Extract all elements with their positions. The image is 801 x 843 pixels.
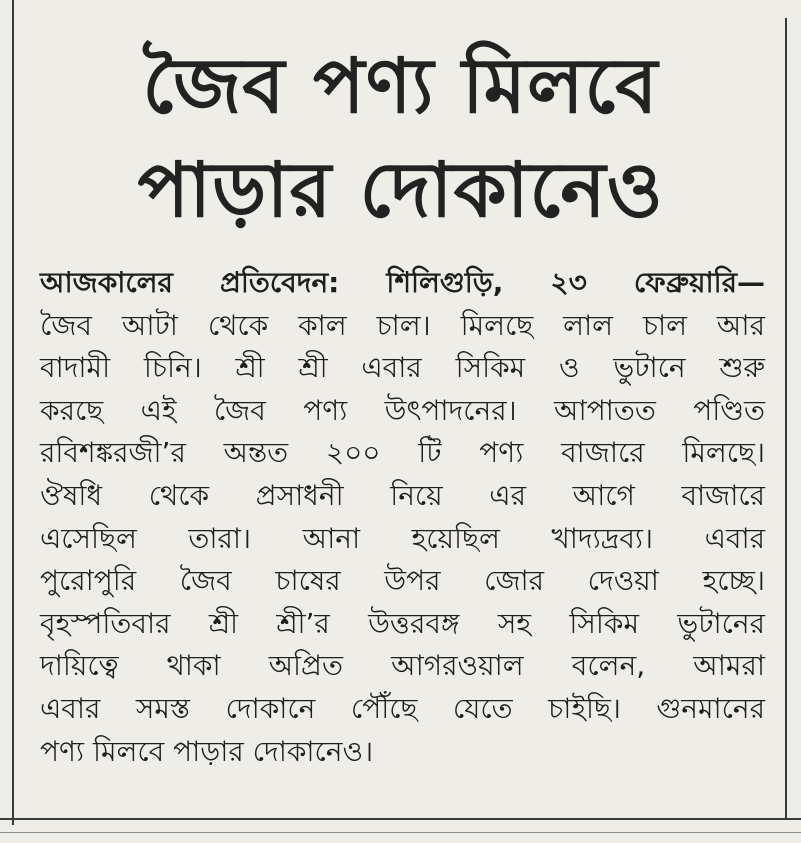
bottom-rule bbox=[0, 818, 801, 820]
body-line: জৈব আটা থেকে কাল চাল। মিলছে লাল চাল আর bbox=[40, 308, 765, 342]
bottom-rule-secondary bbox=[0, 832, 801, 833]
headline-line-1: জৈব পণ্য মিলবে bbox=[142, 41, 659, 130]
body-line: করছে এই জৈব পণ্য উৎপাদনের। আপাতত পণ্ডিত bbox=[40, 393, 765, 427]
body-line: এসেছিল তারা। আনা হয়েছিল খাদ্যদ্রব্য। এবার bbox=[40, 521, 765, 555]
dateline: আজকালের প্রতিবেদন: শিলিগুড়ি, ২৩ ফেব্রুয়ারি— bbox=[40, 266, 765, 299]
column-rule-right bbox=[785, 18, 787, 819]
body-line: এবার সমস্ত দোকানে পৌঁছে যেতে চাইছি। গুনমানের bbox=[40, 691, 765, 725]
body-line: পুরোপুরি জৈব চাষের উপর জোর দেওয়া হচ্ছে। bbox=[40, 564, 765, 598]
body-line: বৃহস্পতিবার শ্রী শ্রী’র উত্তরবঙ্গ সহ সিকিম ভুটানের bbox=[40, 606, 765, 640]
body-line-last: পণ্য মিলবে পাড়ার দোকানেও। bbox=[40, 734, 374, 768]
body-line: ঔষধি থেকে প্রসাধনী নিয়ে এর আগে বাজারে bbox=[40, 478, 765, 512]
body-line: দায়িত্বে থাকা অপ্রিত আগরওয়াল বলেন, আমরা bbox=[40, 649, 765, 683]
body-line: রবিশঙ্করজী’র অন্তত ২০০ টি পণ্য বাজারে মিলছে। bbox=[40, 436, 765, 470]
article-body bbox=[40, 262, 765, 773]
body-line: বাদামী চিনি। শ্রী শ্রী এবার সিকিম ও ভুটানে শুরু bbox=[40, 351, 765, 385]
headline bbox=[40, 34, 761, 242]
column-rule-left bbox=[12, 0, 14, 825]
headline-line-2: পাড়ার দোকানেও bbox=[137, 145, 664, 234]
